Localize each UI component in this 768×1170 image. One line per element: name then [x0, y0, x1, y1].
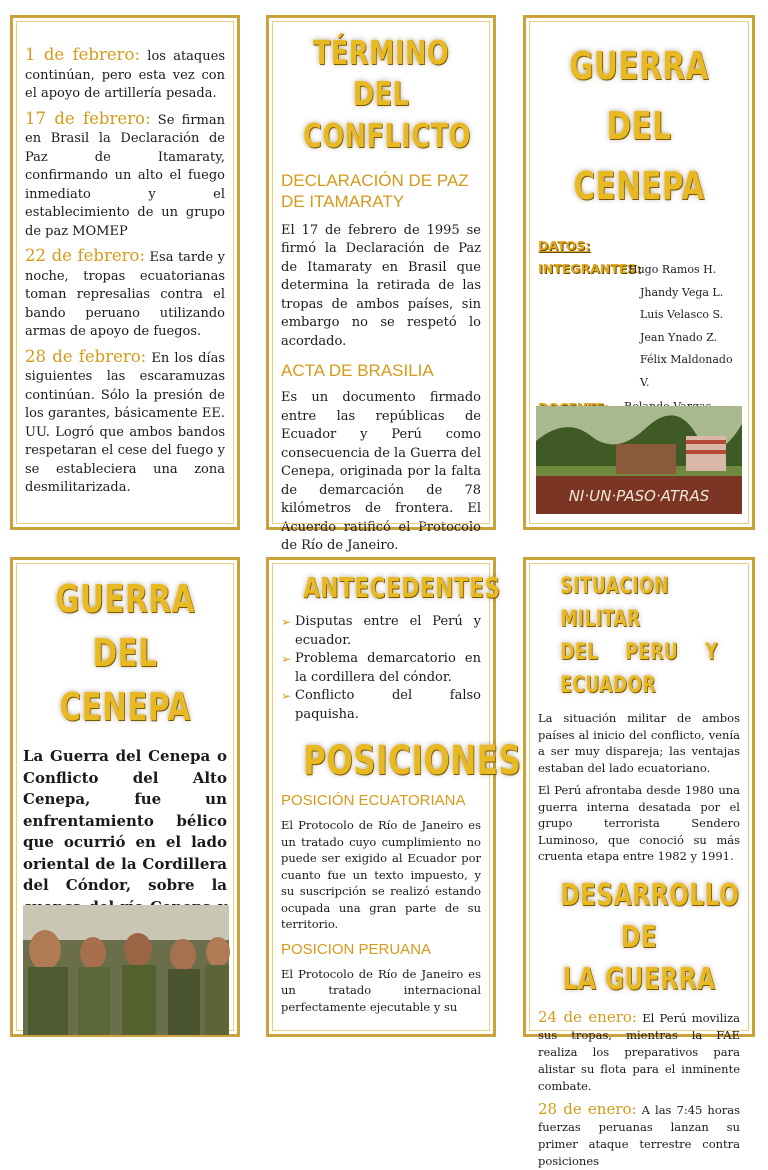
- title-line: CENEPA: [573, 164, 705, 208]
- list-item: ➢ Conflicto del falso paquisha.: [281, 687, 481, 724]
- panel-intro: [10, 557, 240, 1037]
- entry-date: 28 de enero:: [538, 1099, 637, 1118]
- member-name: Luis Velasco S.: [640, 308, 724, 321]
- desarrollo-title: [560, 875, 740, 1001]
- cover-photo: [536, 406, 742, 514]
- member-name: Félix Maldonado V.: [640, 353, 733, 389]
- entry-text: A las 7:45 horas fuerzas peruanas lanzan su primer ataque terrestre contra posiciones: [538, 1102, 740, 1168]
- antecedentes-list: [281, 613, 481, 724]
- entry-text: En los días siguientes las escaramuzas continúan. Sólo la presión de los garantes, básicamente EE. UU. Logró que ambos bandos respetaran el cese del fuego y se estableciera una zona desmilitarizada.: [25, 350, 226, 495]
- timeline-entry: [25, 110, 225, 242]
- timeline-list: [25, 46, 225, 498]
- timeline-entry: [538, 1101, 740, 1170]
- entry-date: 24 de enero:: [538, 1007, 637, 1026]
- entry-text: los ataques continúan, pero esta vez con el apoyo de artillería pesada.: [25, 49, 225, 101]
- title-line: DEL PERU Y ECUADOR: [560, 640, 718, 698]
- title-line: CENEPA: [59, 685, 191, 729]
- entry-text: Esa tarde y noche, tropas ecuatorianas toman represalias contra el bando peruano utilizando armas de apoyo de fuegos.: [25, 250, 226, 339]
- panel-military-situation: [523, 557, 755, 1168]
- title-line: DESARROLLO DE: [560, 877, 740, 955]
- situacion-title: [560, 570, 718, 702]
- panel-end-of-conflict: [266, 15, 496, 554]
- entry-text: El Perú moviliza sus tropas, mientras la FAE realiza los preparativos para alistar su flota para el inminente combate.: [538, 1010, 740, 1093]
- panel-cover: [523, 15, 755, 530]
- section-heading: POSICIÓN ECUATORIANA: [281, 792, 466, 809]
- panel-february-events: [10, 15, 240, 530]
- member-name: Jean Ynado Z.: [640, 330, 718, 344]
- title-line: TÉRMINO DEL: [312, 33, 450, 114]
- timeline-entry: [25, 46, 225, 104]
- posiciones-title: POSICIONES: [303, 738, 522, 784]
- title-line: GUERRA DEL: [569, 44, 709, 148]
- member-name: Hugo Ramos H.: [628, 263, 717, 276]
- member-name: Jhandy Vega L.: [640, 285, 724, 299]
- entry-date: 1 de febrero:: [25, 45, 141, 64]
- entry-date: 28 de febrero:: [25, 346, 147, 366]
- entry-date: 17 de febrero:: [25, 108, 151, 128]
- title-line: CONFLICTO: [303, 115, 471, 155]
- section-text: El Protocolo de Río de Janeiro es un tratado internacional perfectamente ejecutable y su: [281, 966, 481, 1014]
- intro-title: [45, 572, 204, 734]
- datos-label: DATOS:: [538, 238, 591, 253]
- intro-text: La Guerra del Cenepa o Conflicto del Alto Cenepa, fue un enfrentamiento bélico que ocurrió en el lado oriental de la Cordillera del Cóndor, sobre la: [23, 747, 227, 894]
- section-text: El Protocolo de Río de Janeiro es un tratado cuyo cumplimiento no puede ser exigido al Ecuador por cuanto fue un texto impuesto, y su suscripción se realizó estando ocupada una gran parte de su territorio.: [281, 818, 481, 931]
- antecedentes-title: ANTECEDENTES: [303, 571, 501, 604]
- timeline-entry: [25, 247, 225, 342]
- title-line: SITUACION MILITAR: [560, 574, 669, 632]
- panel-background: [266, 557, 522, 1037]
- integrantes-row: [538, 261, 740, 394]
- section-heading: ACTA DE BRASILIA: [281, 361, 434, 381]
- section-text: Es un documento firmado entre las repúblicas de Ecuador y Perú como consecuencia de la Guerra del Cenepa, originada por la falta de demarcación de 78 kilómetros de frontera. El Acuerdo ratificó el Protocolo de Río de Janeiro.: [281, 390, 482, 554]
- list-item: ➢ Problema demarcatorio en la cordillera del cóndor.: [281, 650, 481, 687]
- panel-title: [303, 32, 471, 156]
- timeline-entry: [538, 1009, 740, 1095]
- cover-title: [560, 36, 718, 216]
- entry-text: Se firman en Brasil la Declaración de Paz de Itamaraty, confirmando un alto el fuego inmediato y el establecimiento de un grupo de paz MOMEP: [25, 112, 225, 239]
- section-text: El Perú afrontaba desde 1980 una guerra interna desatada por el grupo terrorista Sendero Luminoso, que conoció su más cruenta etapa entre 1982 y 1991.: [538, 783, 740, 863]
- photo-caption: NI·UN·PASO·ATRAS: [568, 487, 710, 505]
- section-text: La situación militar de ambos países al inicio del conflicto, venía a ser muy dispareja; las ventajas estaban del lado ecuatoriano.: [538, 711, 740, 775]
- integrantes-label: INTEGRANTES:: [538, 261, 642, 276]
- title-line: LA GUERRA: [562, 961, 716, 997]
- timeline-entry: [25, 348, 225, 498]
- entry-date: 22 de febrero:: [25, 246, 146, 265]
- integrantes-list: [628, 259, 740, 394]
- section-heading: POSICION PERUANA: [281, 940, 432, 958]
- section-heading: DECLARACIÓN DE PAZ DE ITAMARATY: [281, 170, 469, 211]
- title-line: GUERRA DEL: [55, 577, 195, 675]
- list-item: ➢ Disputas entre el Perú y ecuador.: [281, 613, 481, 650]
- soldiers-photo: [23, 905, 229, 1035]
- section-text: El 17 de febrero de 1995 se firmó la Declaración de Paz de Itamaraty en Brasil que determina la retirada de las tropas de ambos países, sin embargo no se respetó lo acordado.: [281, 222, 481, 349]
